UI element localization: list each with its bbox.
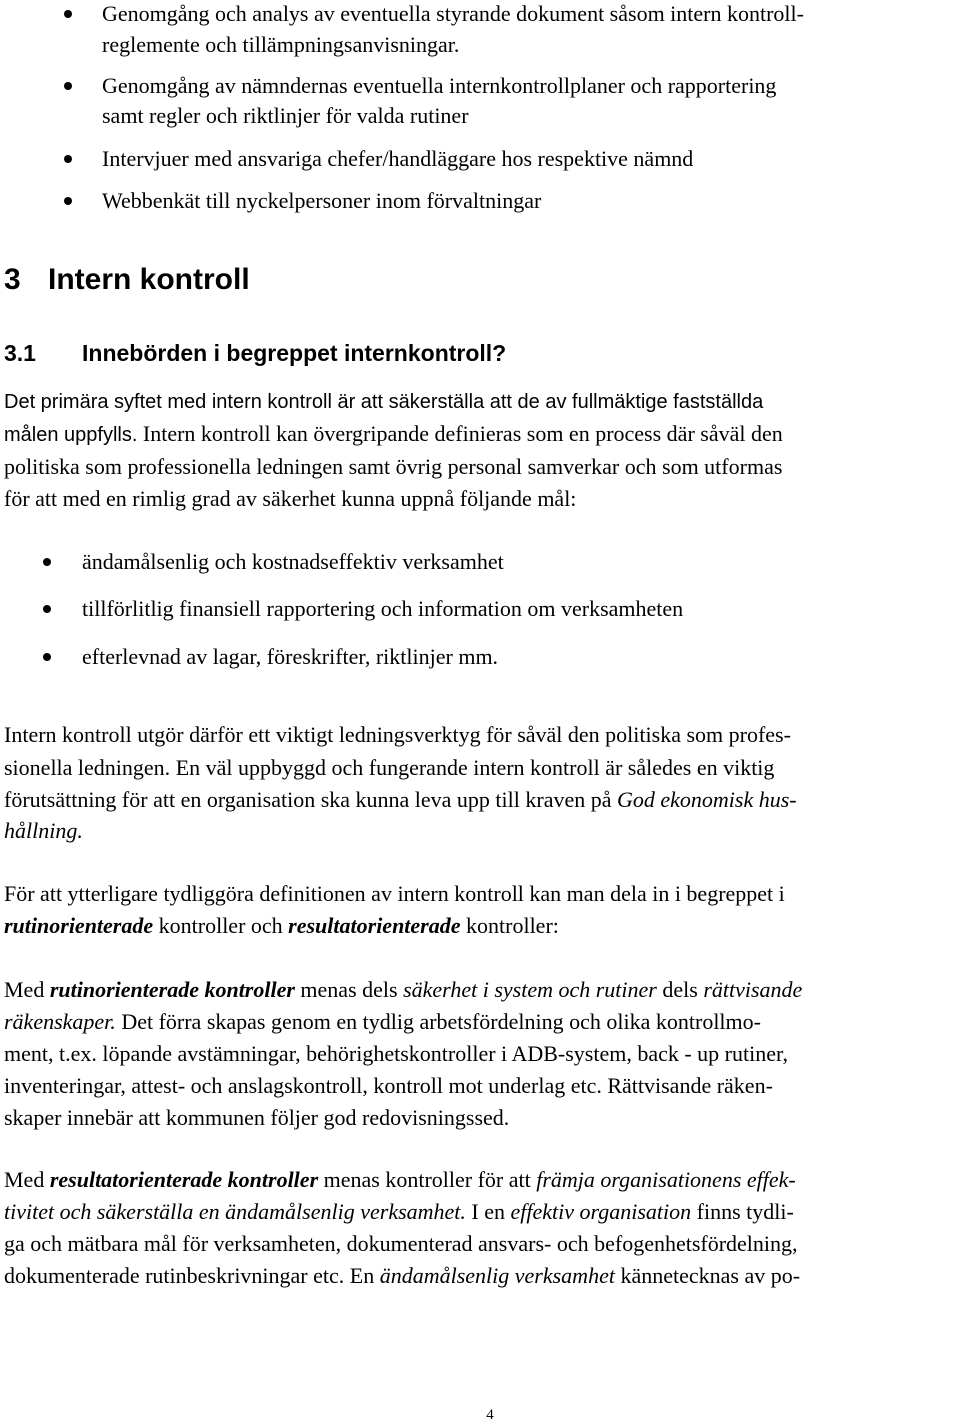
section-number: 3	[4, 263, 21, 296]
paragraph-line	[4, 757, 774, 779]
list-item: Intervjuer med ansvariga chefer/handläggare hos respektive nämnd	[102, 146, 694, 171]
text-span: menas kontroller för att	[318, 1167, 537, 1192]
list-item: ändamålsenlig och kostnadseffektiv verksamhet	[82, 549, 504, 574]
list-item: tillförlitlig finansiell rapportering och information om verksamheten	[82, 596, 684, 621]
page-number: 4	[486, 1407, 494, 1423]
section-heading	[4, 263, 250, 297]
text-span: sionella ledningen.	[4, 755, 171, 780]
bullet-icon	[64, 155, 72, 163]
paragraph-line	[4, 1011, 761, 1033]
paragraph-line	[4, 820, 83, 842]
paragraph-line: ment, t.ex. löpande avstämningar, behörighetskontroller i ADB-system, back - up rutiner,	[4, 1041, 788, 1066]
italic-text: tivitet och säkerställa en ändamålsenlig verksamhet.	[4, 1199, 466, 1224]
italic-text: hållning.	[4, 818, 83, 843]
text-span: kontroller och	[153, 913, 289, 938]
paragraph-line: Intern kontroll utgör därför ett viktigt ledningsverktyg för såväl den politiska som profes-	[4, 722, 791, 747]
bold-italic-text: rutinorienterade	[4, 913, 154, 938]
subsection-number: 3.1	[4, 340, 36, 366]
list-item-continuation: reglemente och tillämpningsanvisningar.	[102, 32, 460, 57]
bold-italic-text: resultatorienterade kontroller	[49, 1167, 319, 1192]
text-span: finns tydli-	[691, 1199, 794, 1224]
text-span: dokumenterade rutinbeskrivningar etc. En	[4, 1263, 380, 1288]
bold-italic-text: rutinorienterade kontroller	[49, 977, 295, 1002]
paragraph-line	[4, 789, 797, 811]
paragraph-line: skaper innebär att kommunen följer god redovisningssed.	[4, 1105, 510, 1130]
bullet-icon	[64, 197, 72, 205]
text-span: förutsättning för att en organisation ska kunna leva upp till kraven på	[4, 787, 617, 812]
list-item-continuation: samt regler och riktlinjer för valda rutiner	[102, 103, 469, 128]
list-item: Genomgång av nämndernas eventuella internkontrollplaner och rapportering	[102, 73, 777, 98]
text-span: menas dels	[294, 977, 404, 1002]
text-span: kännetecknas av po-	[614, 1263, 801, 1288]
subsection-title: Innebörden i begreppet internkontroll?	[82, 340, 507, 366]
paragraph-line	[4, 915, 559, 937]
list-item: efterlevnad av lagar, föreskrifter, riktlinjer mm.	[82, 644, 499, 669]
paragraph-line	[4, 1265, 800, 1287]
paragraph-line: ga och mätbara mål för verksamheten, dokumenterad ansvars- och befogenhetsfördelning,	[4, 1231, 798, 1256]
text-span: I en	[465, 1199, 511, 1224]
bullet-icon	[43, 605, 51, 613]
bullet-icon	[64, 10, 72, 18]
italic-text: främja organisationens effek-	[536, 1167, 796, 1192]
paragraph-line	[4, 979, 802, 1001]
italic-text: effektiv organisation	[510, 1199, 692, 1224]
italic-text: God ekonomisk hus-	[617, 787, 797, 812]
text-span: Intern kontroll kan övergripande definieras som en process där såväl den	[137, 421, 783, 446]
paragraph-line: inventeringar, attest- och anslagskontroll, kontroll mot underlag etc. Rättvisande räken-	[4, 1073, 773, 1098]
text-span: Med	[4, 977, 50, 1002]
paragraph-line: för att med en rimlig grad av säkerhet kunna uppnå följande mål:	[4, 486, 577, 511]
list-item: Webbenkät till nyckelpersoner inom förvaltningar	[102, 188, 542, 213]
text-span: Det förra skapas genom en tydlig arbetsfördelning och olika kontrollmo-	[115, 1009, 761, 1034]
italic-text: rättvisande	[703, 977, 803, 1002]
italic-text: räkenskaper.	[4, 1009, 116, 1034]
text-span: kontroller:	[460, 913, 559, 938]
section-title: Intern kontroll	[48, 263, 250, 296]
bullet-icon	[43, 558, 51, 566]
paragraph-line	[4, 1169, 796, 1191]
italic-text: säkerhet i system och rutiner	[403, 977, 657, 1002]
text-span: målen uppfylls.	[4, 424, 138, 446]
paragraph-line	[4, 423, 783, 445]
bold-italic-text: resultatorienterade	[288, 913, 461, 938]
text-span: Med	[4, 1167, 50, 1192]
paragraph-line: För att ytterligare tydliggöra definitionen av intern kontroll kan man dela in i begreppet i	[4, 881, 785, 906]
bullet-icon	[64, 82, 72, 90]
paragraph-line: politiska som professionella ledningen samt övrig personal samverkar och som utformas	[4, 454, 783, 479]
paragraph-line	[4, 1201, 794, 1223]
text-span: En väl uppbyggd och fungerande intern kontroll är således en viktig	[170, 755, 775, 780]
text-span: dels	[656, 977, 704, 1002]
list-item: Genomgång och analys av eventuella styrande dokument såsom intern kontroll-	[102, 1, 804, 26]
italic-text: ändamålsenlig verksamhet	[379, 1263, 615, 1288]
bullet-icon	[43, 653, 51, 661]
subsection-heading	[4, 340, 506, 367]
paragraph-line: Det primära syftet med intern kontroll är att säkerställa att de av fullmäktige fastställda	[4, 391, 764, 413]
